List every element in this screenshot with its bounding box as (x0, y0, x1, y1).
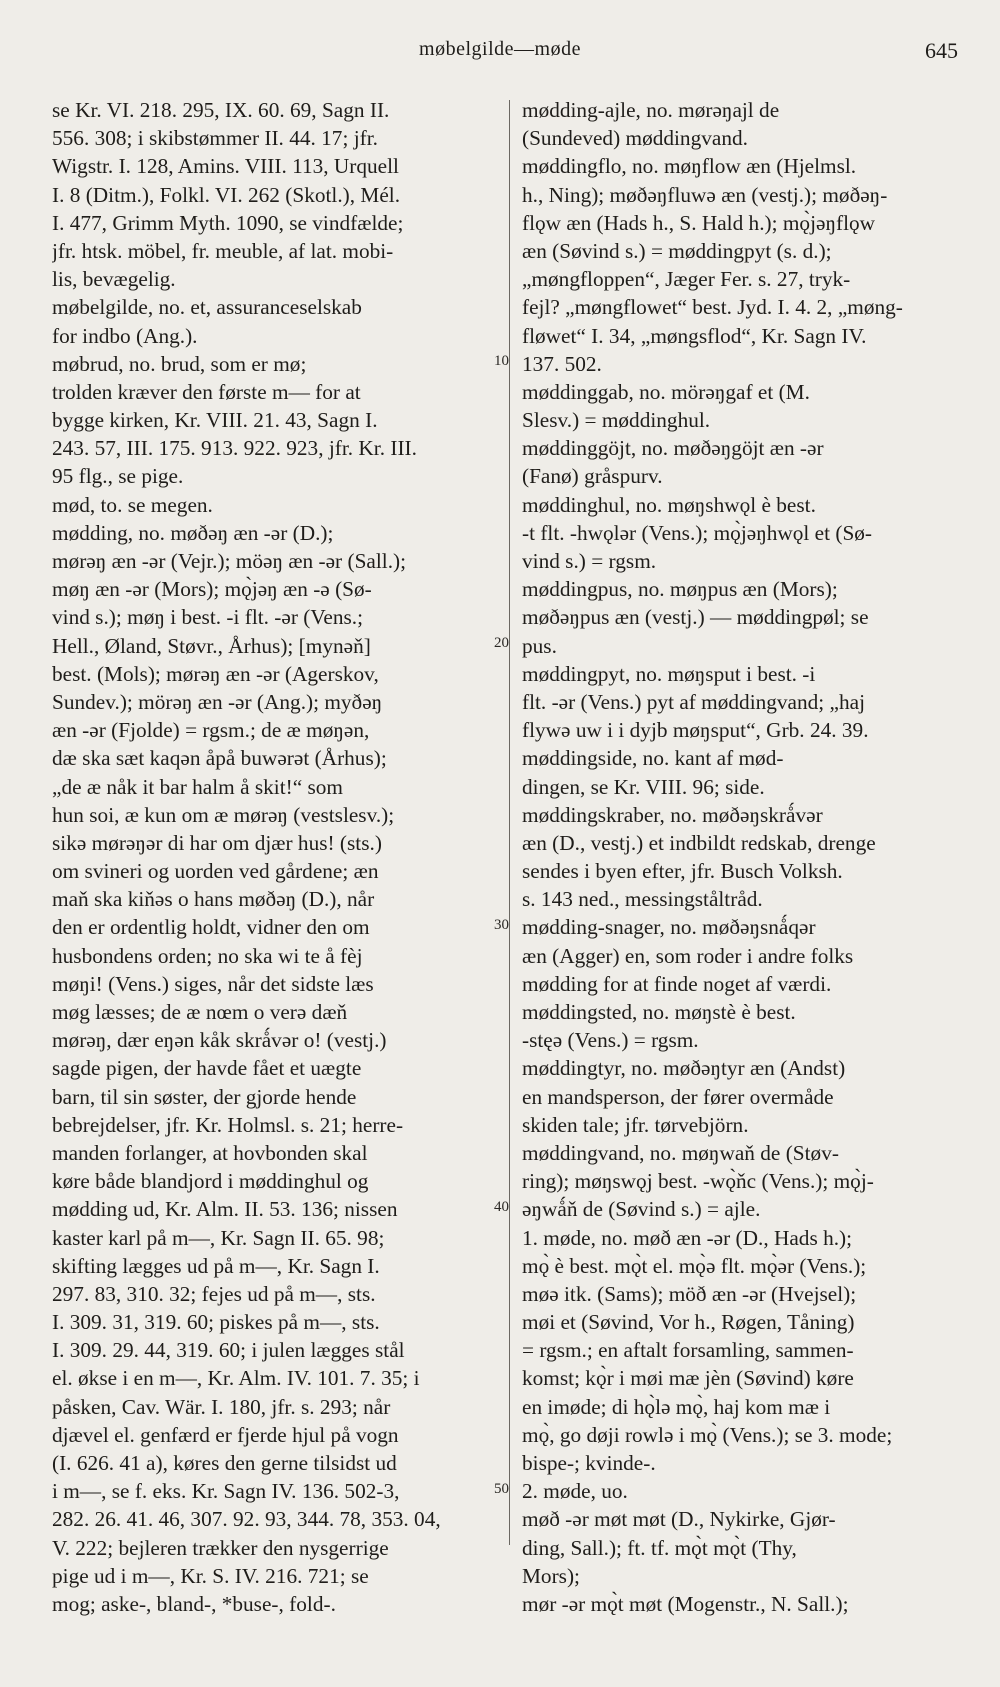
text-line: æn (D., vestj.) et indbildt redskab, drenge (522, 830, 876, 855)
text-line: 556. 308; i skibstømmer II. 44. 17; jfr. (52, 126, 378, 151)
text-line: bygge kirken, Kr. VIII. 21. 43, Sagn I. (52, 408, 378, 433)
right-column (522, 96, 960, 1618)
line-number-50: 50 (494, 1481, 509, 1497)
text-line: mødding for at finde noget af værdi. (522, 971, 832, 996)
text-line: = rgsm.; en aftalt forsamling, sammen- (522, 1338, 854, 1363)
text-line: møddingtyr, no. møðəŋtyr æn (Andst) (522, 1056, 846, 1081)
text-line: sendes i byen efter, jfr. Busch Volksh. (522, 859, 843, 884)
text-line: I. 8 (Ditm.), Folkl. VI. 262 (Skotl.), Mél. (52, 182, 401, 207)
text-line: husbondens orden; no ska wi te å fèj (52, 943, 363, 968)
text-line: (I. 626. 41 a), køres den gerne tilsidst ud (52, 1451, 397, 1475)
text-line: „møngfloppen“, Jæger Fer. s. 27, tryk- (522, 267, 851, 292)
text-line: mødding-ajle, no. mørəŋajl de (522, 98, 780, 122)
text-line: møddingside, no. kant af mød- (522, 746, 784, 771)
text-line: mǫ̀, go døji rowlə i mǫ̀ (Vens.); se 3. mode; (522, 1422, 893, 1447)
text-line: møddingskraber, no. møðəŋskrǻvər (522, 802, 823, 827)
text-line: i m—, se f. eks. Kr. Sagn IV. 136. 502-3, (52, 1479, 400, 1504)
text-line: s. 143 ned., messingståltråd. (522, 887, 763, 912)
text-line: 95 flg., se pige. (52, 464, 184, 489)
text-line: mødding, no. møðəŋ æn -ər (D.); (52, 520, 334, 545)
text-line: se Kr. VI. 218. 295, IX. 60. 69, Sagn II. (52, 98, 390, 122)
text-line: 2. møde, uo. (522, 1479, 628, 1504)
text-line: møddingpus, no. møŋpus æn (Mors); (522, 577, 838, 602)
text-line: „de æ nåk it bar halm å skit!“ som (52, 774, 343, 799)
text-line: om svineri og uorden ved gårdene; æn (52, 859, 379, 884)
text-line: best. (Mols); mørəŋ æn -ər (Agerskov, (52, 661, 379, 686)
text-line: 282. 26. 41. 46, 307. 92. 93, 344. 78, 353. 04, (52, 1507, 441, 1532)
text-line: maň ska kiňəs o hans møðəŋ (D.), når (52, 887, 375, 912)
text-line: møddingpyt, no. møŋsput i best. -i (522, 661, 816, 686)
text-line: ding, Sall.); ft. tf. mǫ̀t mǫ̀t (Thy, (522, 1535, 797, 1560)
text-line: en mandsperson, der fører overmåde (522, 1084, 834, 1109)
text-line: mog; aske-, bland-, *buse-, fold-. (52, 1591, 336, 1616)
text-line: Hell., Øland, Støvr., Århus); [mynəň] (52, 633, 371, 658)
page-number: 645 (925, 38, 958, 63)
text-line: djævel el. genfærd er fjerde hjul på vogn (52, 1422, 399, 1447)
text-line: h., Ning); møðəŋfluwə æn (vestj.); møðəŋ- (522, 182, 888, 207)
text-line: møð -ər møt møt (D., Nykirke, Gjør- (522, 1507, 836, 1532)
text-line: -t flt. -hwǫlər (Vens.); mǫ̀jəŋhwǫl et (Sø- (522, 520, 873, 545)
text-line: møŋ æn -ər (Mors); mǫ̀jəŋ æn -ə (Sø- (52, 577, 372, 602)
line-number-40: 40 (494, 1199, 509, 1215)
text-line: flywə uw i i dyjb møŋsput“, Grb. 24. 39. (522, 718, 869, 743)
text-line: flǫw æn (Hads h., S. Hald h.); mǫ̀jəŋflǫw (522, 210, 876, 235)
text-line: køre både blandjord i møddinghul og (52, 1169, 369, 1194)
text-line: møddingvand, no. møŋwaň de (Støv- (522, 1140, 839, 1165)
text-line: mǫ̀ è best. mǫ̀t el. mǫ̀ə flt. mǫ̀ər (Vens.); (522, 1253, 867, 1278)
text-line: lis, bevægelig. (52, 267, 176, 292)
text-line: flt. -ər (Vens.) pyt af møddingvand; „haj (522, 689, 866, 714)
running-head: møbelgilde—møde (419, 38, 581, 60)
text-line: pige ud i m—, Kr. S. IV. 216. 721; se (52, 1563, 369, 1588)
text-line: barn, til sin søster, der gjorde hende (52, 1084, 357, 1109)
text-line: møg læsses; de æ nœm o verə dæň (52, 1000, 348, 1024)
text-line: Slesv.) = møddinghul. (522, 408, 711, 433)
text-line: dæ ska sæt kaqən åpå buwərət (Århus); (52, 746, 387, 771)
text-line: V. 222; bejleren trækker den nysgerrige (52, 1535, 389, 1560)
text-line: møbrud, no. brud, som er mø; (52, 351, 307, 376)
text-line: I. 309. 29. 44, 319. 60; i julen lægges stål (52, 1338, 405, 1363)
text-line: pus. (522, 633, 557, 658)
text-line: sikə mørəŋər di har om djær hus! (sts.) (52, 830, 382, 855)
text-line: en imøde; di hǫ̀lə mǫ̀, haj kom mæ i (522, 1394, 831, 1419)
text-line: əŋwǻň de (Søvind s.) = ajle. (522, 1197, 761, 1222)
text-line: mødding ud, Kr. Alm. II. 53. 136; nissen (52, 1197, 398, 1222)
text-line: sagde pigen, der havde fået et uægte (52, 1056, 362, 1081)
text-line: jfr. htsk. möbel, fr. meuble, af lat. mobi- (52, 238, 394, 263)
text-line: fejl? „møngflowet“ best. Jyd. I. 4. 2, „møng- (522, 295, 903, 320)
text-line: bispe-; kvinde-. (522, 1451, 656, 1475)
text-line: påsken, Cav. Wär. I. 180, jfr. s. 293; når (52, 1394, 391, 1419)
text-line: I. 309. 31, 319. 60; piskes på m—, sts. (52, 1310, 380, 1335)
text-line: mør -ər mǫ̀t møt (Mogenstr., N. Sall.); (522, 1591, 849, 1616)
text-line: bebrejdelser, jfr. Kr. Holmsl. s. 21; herre- (52, 1112, 404, 1137)
text-line: 297. 83, 310. 32; fejes ud på m—, sts. (52, 1281, 376, 1306)
page-header (0, 38, 1000, 68)
text-line: møddinggöjt, no. møðəŋgöjt æn -ər (522, 436, 824, 461)
text-line: skiden tale; jfr. tørvebjörn. (522, 1112, 749, 1137)
text-line: vind s.) = rgsm. (522, 549, 657, 573)
text-line: I. 477, Grimm Myth. 1090, se vindfælde; (52, 210, 404, 235)
text-line: møi et (Søvind, Vor h., Røgen, Tåning) (522, 1310, 855, 1335)
line-number-30: 30 (494, 917, 509, 933)
text-line: møbelgilde, no. et, assuranceselskab (52, 295, 362, 320)
text-line: Mors); (522, 1563, 580, 1588)
text-line: kaster karl på m—, Kr. Sagn II. 65. 98; (52, 1225, 385, 1250)
text-line: fløwet“ I. 34, „møngsflod“, Kr. Sagn IV. (522, 323, 867, 348)
text-line: møŋi! (Vens.) siges, når det sidste læs (52, 971, 374, 996)
text-line: mørəŋ, dær eŋən kåk skrǻvər o! (vestj.) (52, 1028, 387, 1053)
text-line: møddingflo, no. møŋflow æn (Hjelmsl. (522, 154, 857, 179)
text-line: for indbo (Ang.). (52, 323, 198, 348)
text-line: den er ordentlig holdt, vidner den om (52, 915, 370, 940)
text-line: trolden kræver den første m— for at (52, 379, 361, 404)
left-column (52, 96, 492, 1618)
text-line: møddingsted, no. møŋstè è best. (522, 1000, 796, 1024)
line-number-10: 10 (494, 353, 509, 369)
text-line: -stęə (Vens.) = rgsm. (522, 1028, 699, 1053)
text-line: møðəŋpus æn (vestj.) — møddingpøl; se (522, 605, 869, 630)
text-line: (Fanø) gråspurv. (522, 464, 663, 489)
text-line: 137. 502. (522, 351, 602, 376)
text-line: (Sundeved) møddingvand. (522, 126, 748, 151)
text-line: Sundev.); mörəŋ æn -ər (Ang.); myðəŋ (52, 689, 383, 714)
column-divider (509, 100, 510, 1545)
text-line: æn (Søvind s.) = møddingpyt (s. d.); (522, 238, 832, 263)
text-line: manden forlanger, at hovbonden skal (52, 1140, 368, 1165)
text-line: møə itk. (Sams); möð æn -ər (Hvejsel); (522, 1281, 857, 1306)
text-line: mødding-snager, no. møðəŋsnǻqər (522, 915, 816, 940)
text-line: ring); møŋswǫj best. -wǫ̀ňc (Vens.); mǫ̀j- (522, 1169, 874, 1194)
text-line: komst; kǫ̀r i møi mæ jèn (Søvind) køre (522, 1366, 854, 1391)
text-line: vind s.); møŋ i best. -i flt. -ər (Vens.; (52, 605, 364, 630)
text-line: 243. 57, III. 175. 913. 922. 923, jfr. Kr. III. (52, 436, 417, 461)
text-line: mørəŋ æn -ər (Vejr.); möəŋ æn -ər (Sall.); (52, 549, 407, 573)
text-line: el. økse i en m—, Kr. Alm. IV. 101. 7. 35; i (52, 1366, 420, 1391)
text-line: skifting lægges ud på m—, Kr. Sagn I. (52, 1253, 380, 1278)
text-line: æn -ər (Fjolde) = rgsm.; de æ møŋən, (52, 718, 370, 743)
line-number-20: 20 (494, 635, 509, 651)
text-line: Wigstr. I. 128, Amins. VIII. 113, Urquell (52, 154, 399, 179)
text-line: dingen, se Kr. VIII. 96; side. (522, 774, 765, 799)
text-line: mød, to. se megen. (52, 492, 213, 517)
text-line: møddinghul, no. møŋshwǫl è best. (522, 492, 816, 517)
text-line: æn (Agger) en, som roder i andre folks (522, 943, 854, 968)
text-line: 1. møde, no. møð æn -ər (D., Hads h.); (522, 1225, 853, 1250)
text-line: hun soi, æ kun om æ mørəŋ (vestslesv.); (52, 802, 395, 827)
text-line: møddinggab, no. mörəŋgaf et (M. (522, 379, 810, 404)
